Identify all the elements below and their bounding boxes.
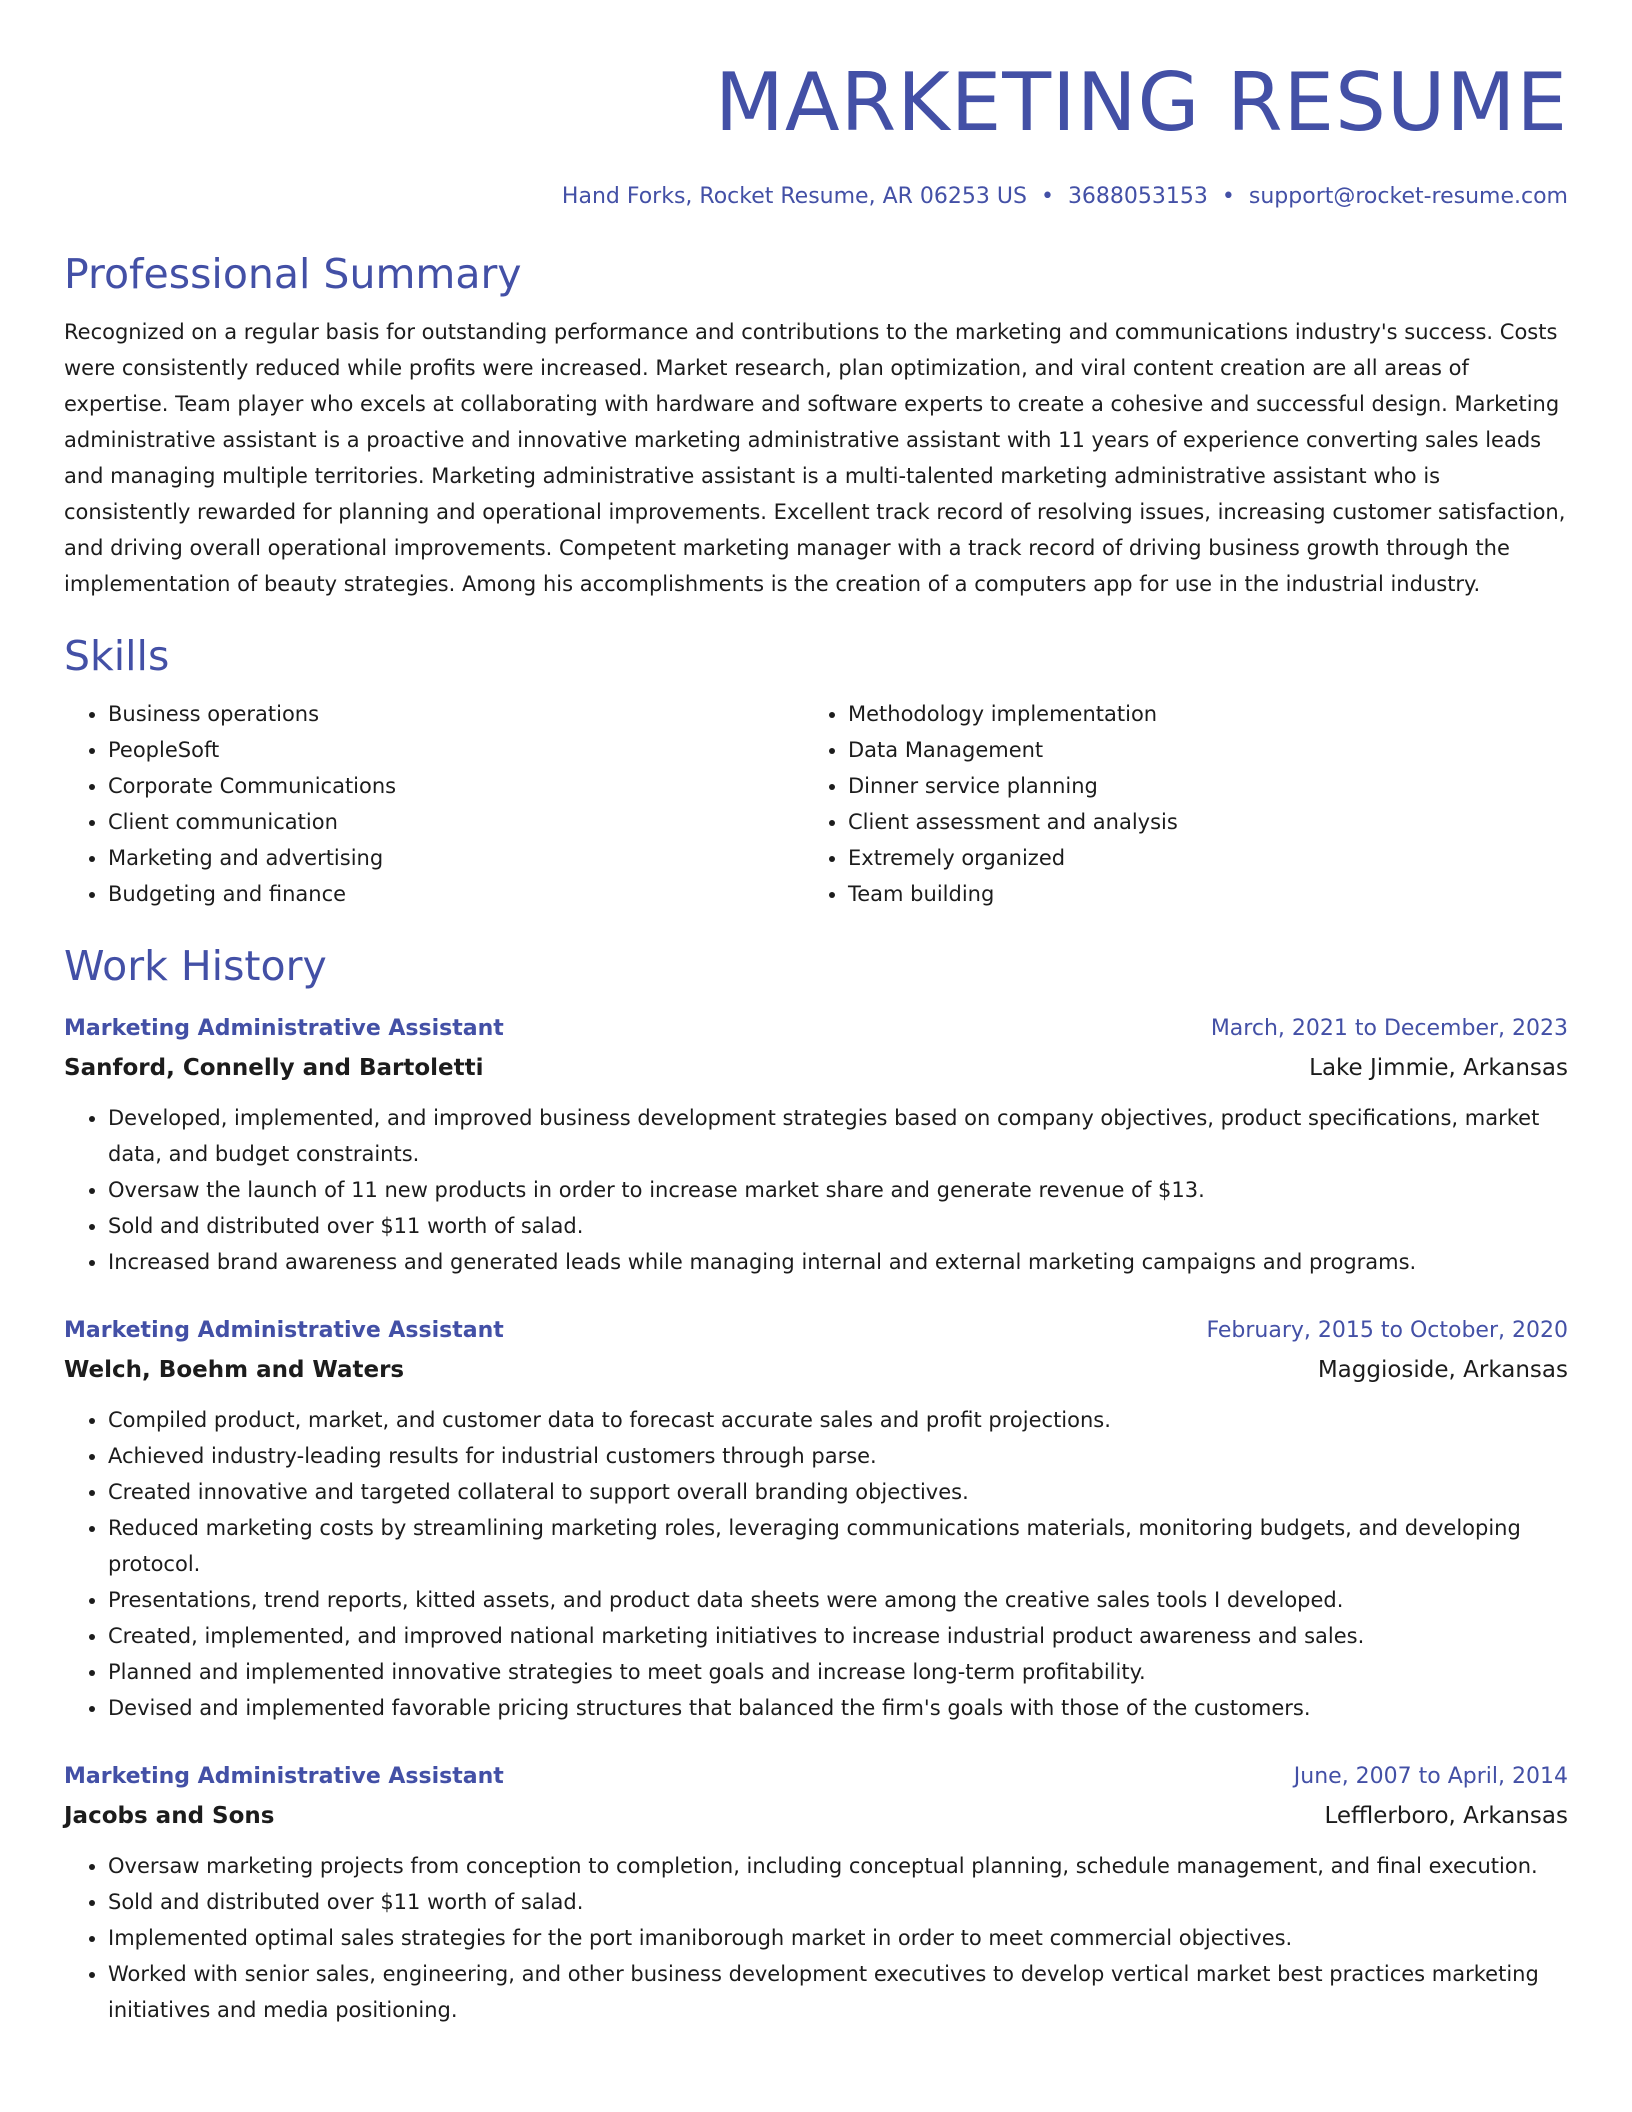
job-bullet: • Oversaw the launch of 11 new products in order to increase market share and generate revenue of $13. (108, 1172, 1568, 1208)
contact-separator: • (1040, 184, 1054, 209)
job-header-row (64, 1010, 1568, 1048)
job-bullet: • Created, implemented, and improved national marketing initiatives to increase industrial product awareness and sales. (108, 1618, 1568, 1654)
work-history-heading: Work History (64, 942, 327, 990)
skill-item: • Team building (848, 876, 1544, 912)
job-header-row (64, 1758, 1568, 1796)
job-location: Maggioside, Arkansas (1317, 1357, 1568, 1383)
contact-phone: 3688053153 (1067, 184, 1208, 209)
skill-item: • Client communication (108, 804, 804, 840)
job-entry (64, 1758, 1568, 2028)
skills-column-right (804, 696, 1544, 912)
job-bullet: • Developed, implemented, and improved business development strategies based on company objectives, product specifications, market data, and budget constraints. (108, 1100, 1568, 1172)
job-dates: February, 2015 to October, 2020 (1206, 1318, 1568, 1343)
job-bullet: • Reduced marketing costs by streamlining marketing roles, leveraging communications materials, monitoring budgets, and developing protocol. (108, 1510, 1568, 1582)
job-bullet: • Compiled product, market, and customer data to forecast accurate sales and profit projections. (108, 1402, 1568, 1438)
job-company-row (64, 1350, 1568, 1390)
job-entry (64, 1010, 1568, 1280)
job-bullet: • Increased brand awareness and generated leads while managing internal and external marketing campaigns and programs. (108, 1244, 1568, 1280)
job-company-row (64, 1048, 1568, 1088)
job-bullets (64, 1848, 1568, 2028)
job-title: Marketing Administrative Assistant (64, 1764, 504, 1789)
job-bullet: • Created innovative and targeted collateral to support overall branding objectives. (108, 1474, 1568, 1510)
job-dates: June, 2007 to April, 2014 (1293, 1764, 1568, 1789)
skill-item: • Client assessment and analysis (848, 804, 1544, 840)
job-bullet: • Presentations, trend reports, kitted assets, and product data sheets were among the creative sales tools I developed. (108, 1582, 1568, 1618)
job-bullet: • Worked with senior sales, engineering, and other business development executives to develop vertical market best practices marketing initiatives and media positioning. (108, 1956, 1568, 2028)
job-company: Sanford, Connelly and Bartoletti (64, 1055, 484, 1081)
job-bullets (64, 1402, 1568, 1726)
contact-email: support@rocket-resume.com (1248, 184, 1568, 209)
job-location: Lake Jimmie, Arkansas (1309, 1055, 1568, 1081)
contact-line (64, 182, 1568, 212)
job-bullet: • Achieved industry-leading results for industrial customers through parse. (108, 1438, 1568, 1474)
summary-heading: Professional Summary (64, 250, 522, 298)
skills-heading: Skills (64, 632, 170, 680)
job-bullet: • Sold and distributed over $11 worth of salad. (108, 1884, 1568, 1920)
skill-item: • Methodology implementation (848, 696, 1544, 732)
job-title: Marketing Administrative Assistant (64, 1318, 504, 1343)
job-title: Marketing Administrative Assistant (64, 1016, 504, 1041)
job-company: Jacobs and Sons (64, 1803, 275, 1829)
job-bullet: • Implemented optimal sales strategies for the port imaniborough market in order to meet commercial objectives. (108, 1920, 1568, 1956)
job-bullet: • Devised and implemented favorable pricing structures that balanced the firm's goals with those of the customers. (108, 1690, 1568, 1726)
job-company: Welch, Boehm and Waters (64, 1357, 405, 1383)
skill-item: • Marketing and advertising (108, 840, 804, 876)
summary-text: Recognized on a regular basis for outstanding performance and contributions to the marketing and communications industry's success. Costs were consistently reduced while profits were increased. Market research, plan optimization, and viral content creation are all areas of expertise. Team player who excels at collaborating with hardware and software experts to create a cohesive and successful design. Marketing administrative assistant is a proactive and innovative marketing administrative assistant with 11 years of experience converting sales leads and managing multiple territories. Marketing administrative assistant is a multi-talented marketing administrative assistant who is consistently rewarded for planning and operational improvements. Excellent track record of resolving issues, increasing customer satisfaction, and driving overall operational improvements. Competent marketing manager with a track record of driving business growth through the implementation of beauty strategies. Among his accomplishments is the creation of a computers app for use in the industrial industry. (64, 320, 1566, 596)
skill-item: • PeopleSoft (108, 732, 804, 768)
skill-item: • Budgeting and finance (108, 876, 804, 912)
job-bullet: • Oversaw marketing projects from conception to completion, including conceptual planning, schedule management, and final execution. (108, 1848, 1568, 1884)
skills-column-left (64, 696, 804, 912)
job-location: Lefflerboro, Arkansas (1324, 1803, 1568, 1829)
job-entry (64, 1312, 1568, 1726)
resume-header (64, 48, 1568, 212)
job-bullet: • Sold and distributed over $11 worth of salad. (108, 1208, 1568, 1244)
job-company-row (64, 1796, 1568, 1836)
contact-address: Hand Forks, Rocket Resume, AR 06253 US (561, 184, 1027, 209)
skill-item: • Extremely organized (848, 840, 1544, 876)
skill-item: • Business operations (108, 696, 804, 732)
job-dates: March, 2021 to December, 2023 (1210, 1016, 1568, 1041)
job-bullet: • Planned and implemented innovative strategies to meet goals and increase long-term profitability. (108, 1654, 1568, 1690)
skill-item: • Data Management (848, 732, 1544, 768)
contact-separator: • (1221, 184, 1235, 209)
skill-item: • Corporate Communications (108, 768, 804, 804)
skills-list (64, 696, 1568, 912)
job-bullets (64, 1100, 1568, 1280)
skill-item: • Dinner service planning (848, 768, 1544, 804)
job-header-row (64, 1312, 1568, 1350)
resume-title: MARKETING RESUME (714, 56, 1568, 149)
